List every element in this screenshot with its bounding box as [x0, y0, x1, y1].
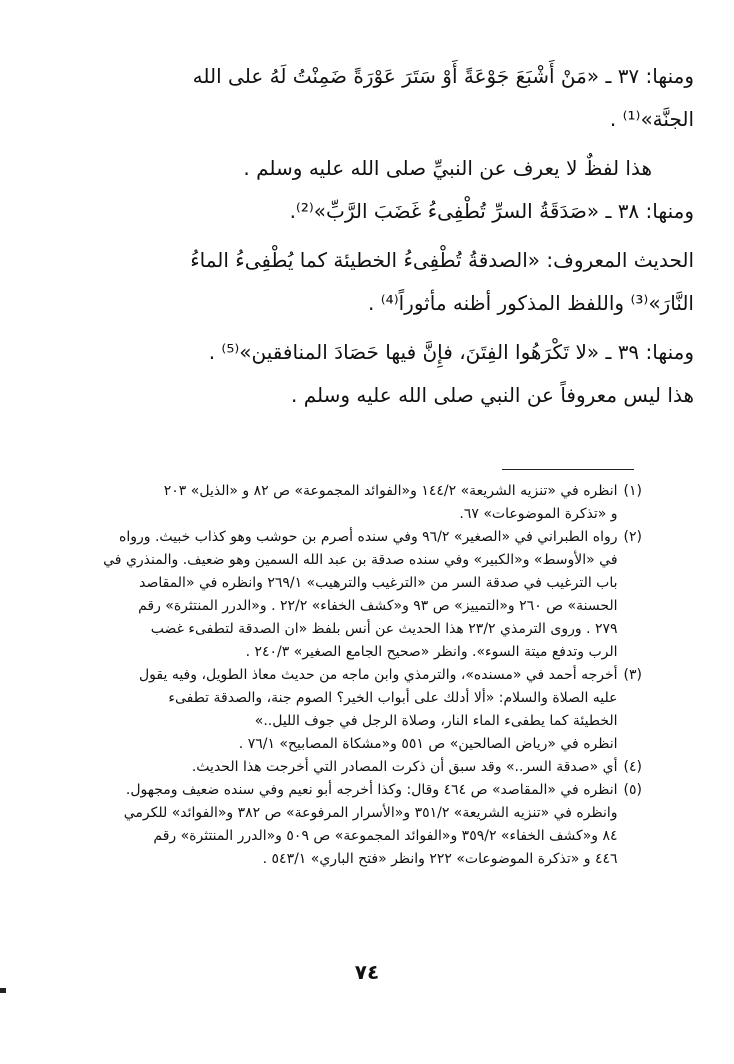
footnote-number: (٥): [623, 782, 642, 798]
footnote-line: الخطيئة كما يطفىء الماء النار، وصلاة الرجل في جوف الليل..»: [254, 713, 618, 729]
footnote-line: أخرجه أحمد في «مسنده»، والترمذي وابن ماجه من حديث معاذ الطويل، وفيه يقول: [138, 667, 618, 683]
hadith-37-line: ومنها: ٣٧ ـ «مَنْ أَشْبَعَ جَوْعَةً أَوْ سَتَرَ عَوْرَةً ضَمِنْتُ لَهُ على الله: [192, 64, 694, 88]
footnote-line: انظره في «رياض الصالحين» ص ٥٥١ و«مشكاة المصابيح» ٧٦/١ .: [238, 736, 618, 752]
footnote-line: الحسنة» ص ٢٦٠ و«التمييز» ص ٩٣ و«كشف الخفاء» ٢٢/٢ . و«الدرر المنتثرة» رقم: [138, 598, 618, 614]
footnote-number: (٢): [623, 529, 642, 545]
comment-37: هذا لفظٌ لا يعرف عن النبيِّ صلى الله عليه وسلم .: [243, 156, 652, 180]
footnote-number: (١): [623, 483, 642, 499]
footnote-2: [88, 526, 642, 664]
footnote-line: أي «صدقة السر..» وقد سبق أن ذكرت المصادر التي أخرجت هذا الحديث.: [191, 759, 618, 775]
footnote-line: ٨٤ و«كشف الخفاء» ٣٥٩/٢ و«الفوائد المجموعة» ص ٥٠٩ و«الدرر المنتثرة» رقم: [153, 828, 618, 844]
hadith-37-line-end: الجنَّة»⁽¹⁾ .: [609, 107, 694, 131]
footnote-line: في «الأوسط» و«الكبير» وفي سنده صدقة بن عبد الله السمين وهو ضعيف. والمنذري في: [103, 552, 618, 568]
page-number: ٧٤: [354, 960, 380, 984]
comment-38-line-end: النَّارَ»⁽³⁾ واللفظ المذكور أظنه مأثوراً⁽⁴⁾ .: [368, 291, 694, 315]
footnote-line: ٢٧٩ . وروى الترمذي ٢٣/٢ هذا الحديث عن أنس بلفظ «ان الصدقة لتطفىء غضب: [150, 621, 618, 637]
footnote-3: [88, 664, 642, 756]
footnote-line: و «تذكرة الموضوعات» ٦٧.: [459, 506, 618, 522]
comment-39: هذا ليس معروفاً عن النبي صلى الله عليه وسلم .: [291, 383, 694, 407]
footnotes: [88, 480, 642, 871]
footnote-line: الرب وتدفع ميتة السوء». وانظر «صحيح الجامع الصغير» ٢٤٠/٣ .: [245, 644, 618, 660]
hadith-38-line: ومنها: ٣٨ ـ «صَدَقَةُ السرِّ تُطْفِىءُ غَضَبَ الرَّبِّ»⁽²⁾.: [289, 199, 694, 223]
footnote-1: [88, 480, 642, 526]
footnote-line: انظره في «المقاصد» ص ٤٦٤ وقال: وكذا أخرجه أبو نعيم وفي سنده ضعيف ومجهول.: [125, 782, 618, 798]
footnote-number: (٤): [623, 759, 642, 775]
footnote-line: انظره في «تنزيه الشريعة» ١٤٤/٢ و«الفوائد المجموعة» ص ٨٢ و «الذيل» ٢٠٣: [163, 483, 618, 499]
footnote-5: [88, 779, 642, 871]
main-text: [40, 55, 694, 417]
scan-edge-mark: [0, 988, 6, 993]
footnote-separator: [502, 469, 634, 470]
footnote-4: [88, 756, 642, 779]
footnote-line: ٤٤٦ و «تذكرة الموضوعات» ٢٢٢ وانظر «فتح الباري» ٥٤٣/١ .: [262, 851, 618, 867]
footnote-line: باب الترغيب في صدقة السر من «الترغيب والترهيب» ٢٦٩/١ وانظره في «المقاصد: [139, 575, 618, 591]
comment-38-line: الحديث المعروف: «الصدقةُ تُطْفِىءُ الخطيئة كما يُطْفِىءُ الماءُ: [190, 248, 694, 272]
footnote-line: عليه الصلاة والسلام: «ألا أدلك على أبواب الخير؟ الصوم جنة، والصدقة تطفىء: [168, 690, 618, 706]
hadith-39-line: ومنها: ٣٩ ـ «لا تَكْرَهُوا الفِتَنَ، فإِنَّ فيها حَصَادَ المنافقين»⁽⁵⁾ .: [208, 340, 694, 364]
footnote-line: وانظره في «تنزيه الشريعة» ٣٥١/٢ و«الأسرار المرفوعة» ص ٣٨٢ و«الفوائد» للكرمي: [123, 805, 618, 821]
footnote-line: رواه الطبراني في «الصغير» ٩٦/٢ وفي سنده أصرم بن حوشب وهو كذاب خبيث. ورواه: [118, 529, 618, 545]
footnote-number: (٣): [623, 667, 642, 683]
